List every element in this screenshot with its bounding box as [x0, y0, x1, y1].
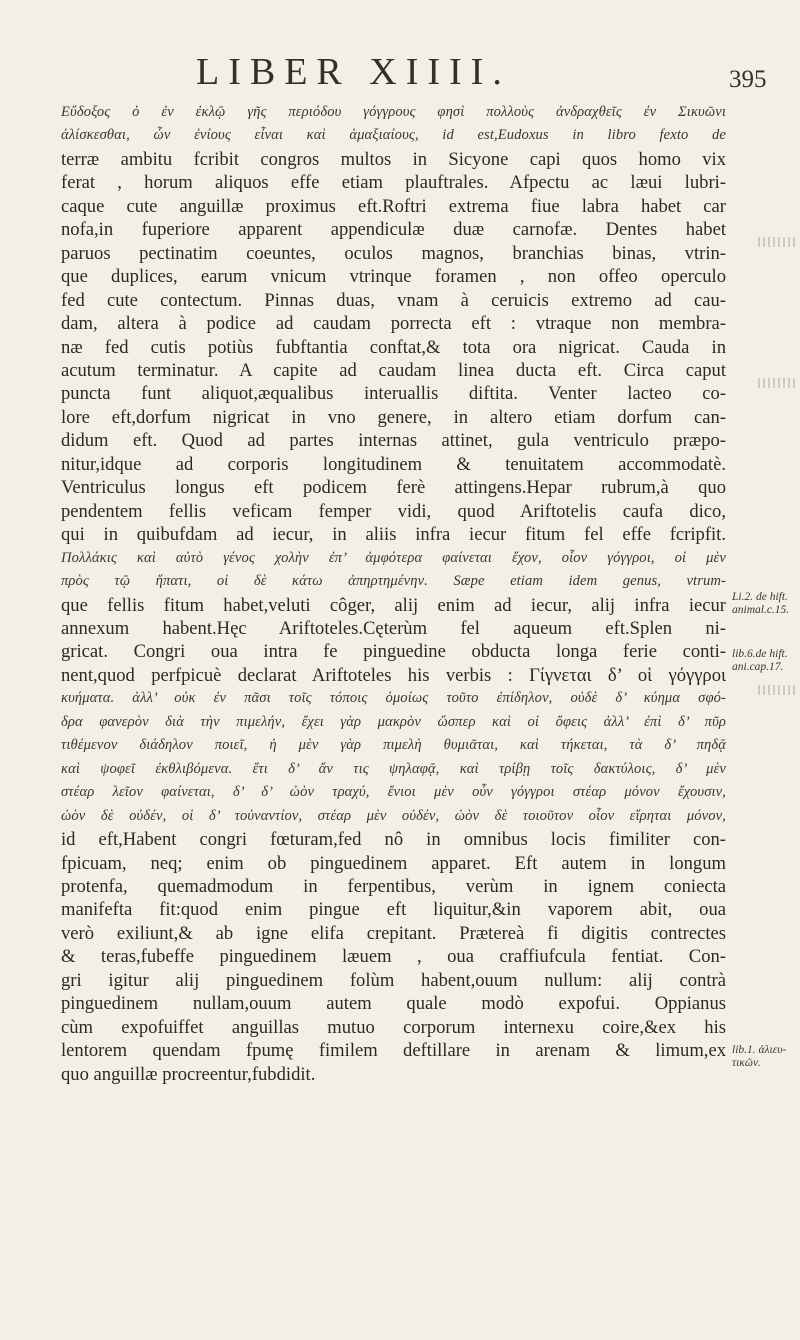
text-line: nofa,in fuperiore apparent appendiculæ duæ carnofæ. Dentes habet: [61, 219, 726, 241]
greek-text-line: ἀλίσκεσθαι, ὧν ἐνίους εἶναι καὶ ἁμαξιαίους, id est,Eudoxus in libro fexto de: [61, 127, 726, 144]
text-line: dam, altera à podice ad caudam porrecta eft : vtraque non membra-: [61, 313, 726, 335]
text-line: pendentem fellis veficam femper vidi, quod Ariftotelis caufa dico,: [61, 500, 726, 522]
greek-text-line: κυήματα. ἀλλ’ οὐκ ἐν πᾶσι τοῖς τόποις ὁμοίως τοῦτο ἐπίδηλον, οὐδὲ δ’ κύημα σφό-: [61, 690, 726, 707]
bleed-through-mark: [758, 685, 796, 695]
text-line: gricat. Congri oua intra fe pinguedine obducta longa ferie conti-: [61, 641, 726, 663]
text-line: paruos pectinatim coeuntes, oculos magnos, branchias binas, vtrin-: [61, 242, 726, 264]
text-line: fed cute contectum. Pinnas duas, vnam à ceruicis extremo ad cau-: [61, 289, 726, 311]
greek-text-line: ὠὸν δὲ οὐδέν, οἱ δ’ τοὐναντίον, στέαρ μὲν οὐδέν, ὠὸν δὲ τοιοῦτον οἷον εἴρηται μόνον,: [61, 807, 726, 824]
margin-note: Li.2. de hift. animal.c.15.: [732, 591, 790, 616]
margin-note: lib.1. ἁλιευ- τικῶν.: [732, 1044, 787, 1069]
text-line: acutum terminatur. A capite ad caudam linea ducta eft. Circa caput: [61, 359, 726, 381]
text-line: lentorem quendam fpumę fimilem deftillare in arenam & limum,ex: [61, 1040, 726, 1062]
text-line: terræ ambitu fcribit congros multos in Sicyone capi quos homo vix: [61, 148, 726, 170]
text-line: manifefta fit:quod enim pingue eft liquitur,&in vaporem abit, oua: [61, 899, 726, 921]
text-line: næ fed cutis potiùs fubftantia conftat,& tota ora nigricat. Cauda in: [61, 336, 726, 358]
greek-text-line: Εὔδοξος ὁ ἐν ἐκλῷ γῆς περιόδου γόγγρους φησὶ πολλοὺς ἀνδραχθεῖς ἐν Σικυῶνι: [61, 104, 726, 120]
text-line: quo anguillæ procreentur,fubdidit.: [61, 1063, 316, 1085]
text-line: caque cute anguillæ proximus eft.Roftri extrema fiue labra habet car: [61, 195, 726, 217]
text-line: & teras,fubeffe pinguedinem læuem , oua craffiufcula fentiat. Con-: [61, 946, 726, 968]
text-line: ferat , horum aliquos effe etiam plauftrales. Afpectu ac læui lubri-: [61, 172, 726, 194]
page-number: 395: [729, 66, 767, 93]
body-text: [61, 101, 726, 1086]
bleed-through-mark: [758, 378, 796, 388]
text-line: que duplices, earum vnicum vtrinque foramen , non offeo operculo: [61, 266, 726, 288]
running-head: LIBER XIIII.: [196, 51, 511, 93]
margin-note: lib.6.de hift. ani.cap.17.: [732, 648, 788, 673]
text-line: puncta funt aliquot,æqualibus interuallis diftita. Venter lacteo co-: [61, 383, 726, 405]
text-line: annexum habent.Hęc Ariftoteles.Cęterùm fel aqueum eft.Splen ni-: [61, 617, 726, 639]
text-line: pinguedinem nullam,ouum autem quale modò expofui. Oppianus: [61, 993, 726, 1015]
text-line: nitur,idque ad corporis longitudinem & tenuitatem accommodatè.: [61, 453, 726, 475]
text-line: protenfa, quemadmodum in ferpentibus, verùm in ignem coniecta: [61, 875, 726, 897]
text-line: Ventriculus longus eft podicem ferè attingens.Hepar rubrum,à quo: [61, 477, 726, 499]
text-line: lore eft,dorfum nigricat in vno genere, in altero etiam dorfum can-: [61, 406, 726, 428]
text-line: cùm expofuiffet anguillas mutuo corporum internexu coire,&ex his: [61, 1016, 726, 1038]
text-line: gri igitur alij pinguedinem folùm habent,ouum nullum: alij contrà: [61, 969, 726, 991]
text-line: fpicuam, neq; enim ob pinguedinem apparet. Eft autem in longum: [61, 852, 726, 874]
text-line: didum eft. Quod ad partes internas attinet, gula ventriculo præpo-: [61, 430, 726, 452]
greek-text-line: πρὸς τῷ ἥπατι, οἱ δὲ κάτω ἀπηρτημένην. Sæpe etiam idem genus, vtrum-: [61, 573, 726, 590]
text-line: nent,quod perfpicuè declarat Ariftoteles his verbis : Γίγνεται δ’ οἱ γόγγροι: [61, 664, 726, 686]
text-line: qui in quibufdam ad iecur, in aliis infra iecur fitum fel effe fcripfit.: [61, 524, 726, 546]
greek-text-line: καὶ ψοφεῖ ἐκθλιβόμενα. ἔτι δ’ ἄν τις ψηλαφᾷ, καὶ τρίβῃ τοῖς δακτύλοις, δ’ μὲν: [61, 760, 726, 777]
text-line: verò exiliunt,& ab igne elifa crepitant. Prætereà fi digitis contrectes: [61, 922, 726, 944]
greek-text-line: δρα φανερὸν διὰ τὴν πιμελήν, ἔχει γὰρ μακρὸν ὥσπερ καὶ οἱ ὄφεις ἀλλ’ ἐπὶ δ’ πῦρ: [61, 713, 726, 730]
greek-text-line: τιθέμενον διάδηλον ποιεῖ, ἡ μὲν γὰρ πιμελὴ θυμιᾶται, καὶ τήκεται, τὰ δ’ πηδᾷ: [61, 737, 726, 754]
text-line: id eft,Habent congri fœturam,fed nô in omnibus locis fimiliter con-: [61, 829, 726, 851]
bleed-through-mark: [758, 237, 796, 247]
greek-text-line: Πολλάκις καὶ αὐτὸ γένος χολὴν ἐπ’ ἀμφότερα φαίνεται ἔχον, οἷον γόγγροι, οἱ μὲν: [61, 549, 726, 566]
text-line: que fellis fitum habet,veluti côger, alij enim ad iecur, alij infra iecur: [61, 594, 726, 616]
greek-text-line: στέαρ λεῖον φαίνεται, δ’ δ’ ὠὸν τραχύ, ἔνιοι μὲν οὖν γόγγροι στέαρ μόνον ἔχουσιν,: [61, 784, 726, 801]
